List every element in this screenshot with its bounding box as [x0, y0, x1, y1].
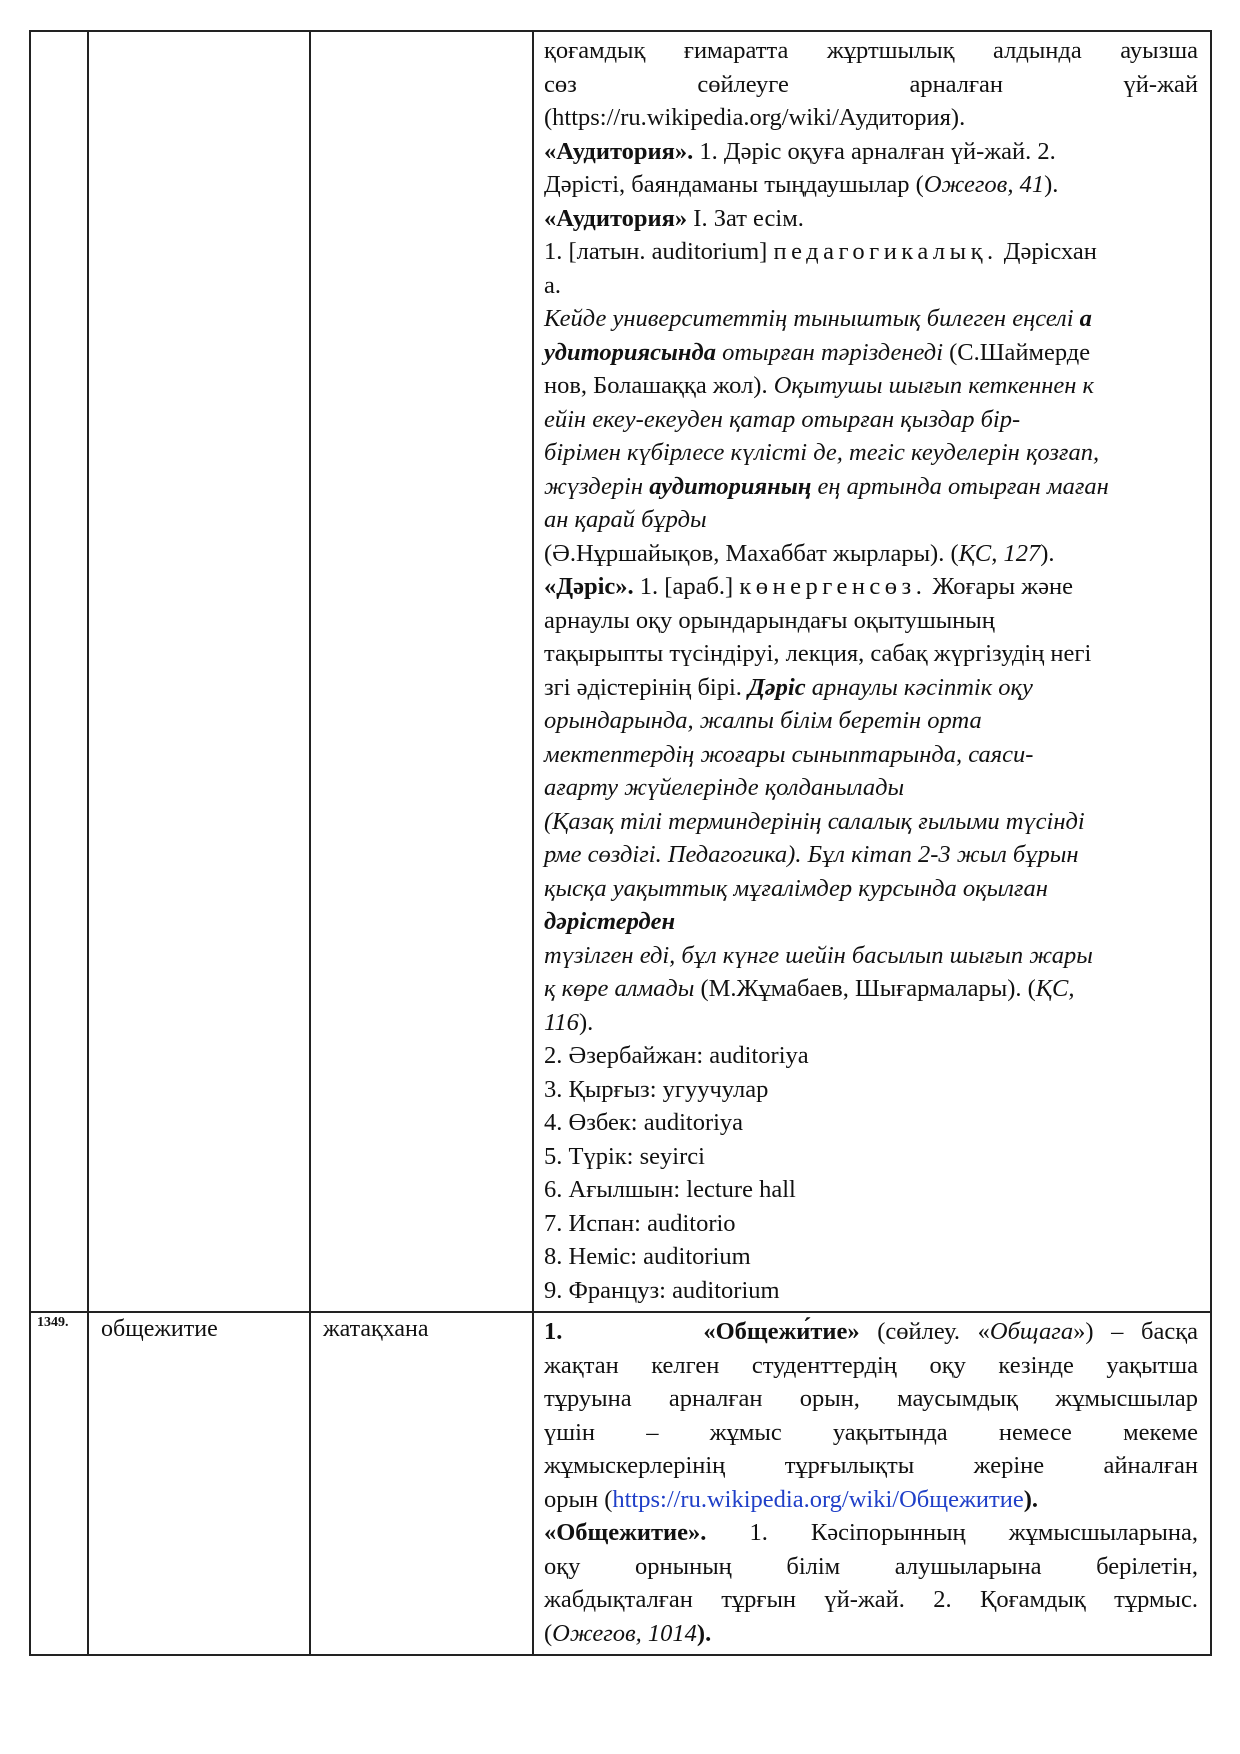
headword: «Общежитие». [544, 1519, 707, 1546]
definition-entry: «Дәріс». 1. [араб.] көнергенсөз. Жоғары және [544, 573, 1073, 600]
translation-item: 4. Өзбек: auditoriya [544, 1109, 744, 1136]
definition-line: тақырыпты түсіндіруі, лекция, сабақ жүргізудің негі [544, 640, 1092, 667]
definition-line: жақтан келген студенттердің оқу кезінде уақытша [544, 1351, 1198, 1379]
example-quote: мектептердің жоғары сыныптарында, саяси- [544, 740, 1034, 768]
definition-entry: «Аудитория». 1. Дәріс оқуға арналған үй-жай. 2. [544, 137, 1056, 165]
example-quote: нов, Болашаққа жол). Оқытушы шығып кеткеннен к [544, 372, 1094, 399]
translation-item: 3. Қырғыз: угуучулар [544, 1075, 769, 1103]
example-quote: қ көре алмады (М.Жұмабаев, Шығармалары). (ҚС, [544, 975, 1075, 1002]
definition-line: жұмыскерлерінің тұрғылықты жеріне айналған [544, 1452, 1198, 1479]
example-quote: Кейде университеттің тыныштық билеген еңселі а [544, 305, 1092, 332]
translation-item: 6. Ағылшын: lecture hall [544, 1176, 796, 1203]
translation-item: 8. Неміс: auditorium [544, 1243, 751, 1270]
definition-line: жабдықталған тұрғын үй-жай. 2. Қоғамдық тұрмыс. [544, 1586, 1198, 1613]
translation-item: 2. Әзербайжан: auditoriya [544, 1042, 809, 1069]
definition-line: үшін – жұмыс уақытында немесе мекеме [544, 1418, 1198, 1446]
style-mark: педагогикалық. [773, 238, 998, 265]
definition-line: 1. [латын. auditorium] педагогикалық. Дәрісхан [544, 238, 1097, 265]
definition-line: Дәрісті, баяндаманы тыңдаушылар (Ожегов, 41). [544, 171, 1059, 198]
headword: «Общежи́тие» [703, 1318, 860, 1345]
table-row [30, 31, 1211, 1312]
example-quote: бірімен күбірлесе күлісті де, тегіс кеуделерін қозғап, [544, 439, 1100, 466]
translation-item: 9. Француз: auditorium [544, 1276, 780, 1304]
example-quote: рме сөздігі. Педагогика). Бұл кітап 2-3 жыл бұрын [544, 841, 1079, 868]
example-quote: ан қарай бұрды [544, 506, 707, 533]
source-ref: Ожегов, 41 [923, 171, 1045, 198]
example-quote: жүздерін аудиторияның ең артында отырған маған [544, 472, 1109, 500]
example-quote: (Ә.Нұршайықов, Махаббат жырлары). (ҚС, 127). [544, 539, 1055, 567]
table-row [30, 1312, 1211, 1655]
definition-line: (Ожегов, 1014). [544, 1619, 712, 1647]
entry-number: 1349. [30, 1312, 88, 1655]
definition-line: згі әдістерінің бірі. Дәріс арнаулы кәсіптік оқу [544, 673, 1033, 701]
headword: «Дәріс». [544, 573, 634, 600]
wikipedia-link[interactable]: https://ru.wikipedia.org/wiki/Общежитие [612, 1485, 1024, 1513]
example-quote: 116). [544, 1008, 594, 1036]
number-cell [30, 31, 88, 1312]
definition-cell [533, 31, 1211, 1312]
example-quote: орындарында, жалпы білім беретін орта [544, 707, 982, 734]
definition-entry: 1. «Общежи́тие» (сөйлеу. «Общага») – басқа [544, 1318, 1198, 1345]
example-quote: (Қазақ тілі терминдерінің салалық ғылыми түсінді [544, 807, 1085, 835]
example-quote: ейін екеу-екеуден қатар отырған қыздар бір- [544, 405, 1021, 433]
kazakh-word-cell [310, 31, 533, 1312]
example-quote: қысқа уақыттық мұғалімдер курсында оқылған [544, 874, 1048, 902]
translation-item: 5. Түрік: seyirci [544, 1142, 705, 1170]
definition-line: оқу орнының білім алушыларына берілетін, [544, 1552, 1198, 1580]
headword: «Аудитория». [544, 137, 694, 165]
definition-line: а. [544, 271, 561, 299]
definition-line: (https://ru.wikipedia.org/wiki/Аудитория). [544, 104, 966, 131]
example-quote: ағарту жүйелерінде қолданылады [544, 774, 905, 801]
example-quote: түзілген еді, бұл күнге шейін басылып шығып жары [544, 941, 1093, 969]
definition-line: орын (https://ru.wikipedia.org/wiki/Общежитие). [544, 1485, 1039, 1513]
kazakh-word: жатақхана [310, 1312, 533, 1655]
definition-line: тұруына арналған орын, маусымдық жұмысшылар [544, 1385, 1198, 1412]
definition-entry: «Аудитория» I. Зат есім. [544, 204, 804, 232]
definition-entry: «Общежитие». 1. Кәсіпорынның жұмысшыларына, [544, 1519, 1198, 1546]
russian-word: общежитие [88, 1312, 310, 1655]
definition-cell [533, 1312, 1211, 1655]
definition-line: қоғамдық ғимаратта жұртшылық алдында ауызша [544, 37, 1198, 64]
style-mark: көнергенсөз. [739, 573, 927, 600]
headword: «Аудитория» [544, 204, 688, 232]
translation-item: 7. Испан: auditorio [544, 1209, 736, 1237]
definition-line: арнаулы оқу орындарындағы оқытушының [544, 606, 995, 634]
example-quote: удиториясында отырған тәрізденеді (С.Шаймерде [544, 338, 1091, 366]
dictionary-table [29, 30, 1212, 1656]
source-ref: Ожегов, 1014 [552, 1619, 697, 1647]
definition-line: сөз сөйлеуге арналған үй-жай [544, 70, 1198, 98]
russian-word-cell [88, 31, 310, 1312]
example-quote: дәрістерден [544, 908, 676, 935]
